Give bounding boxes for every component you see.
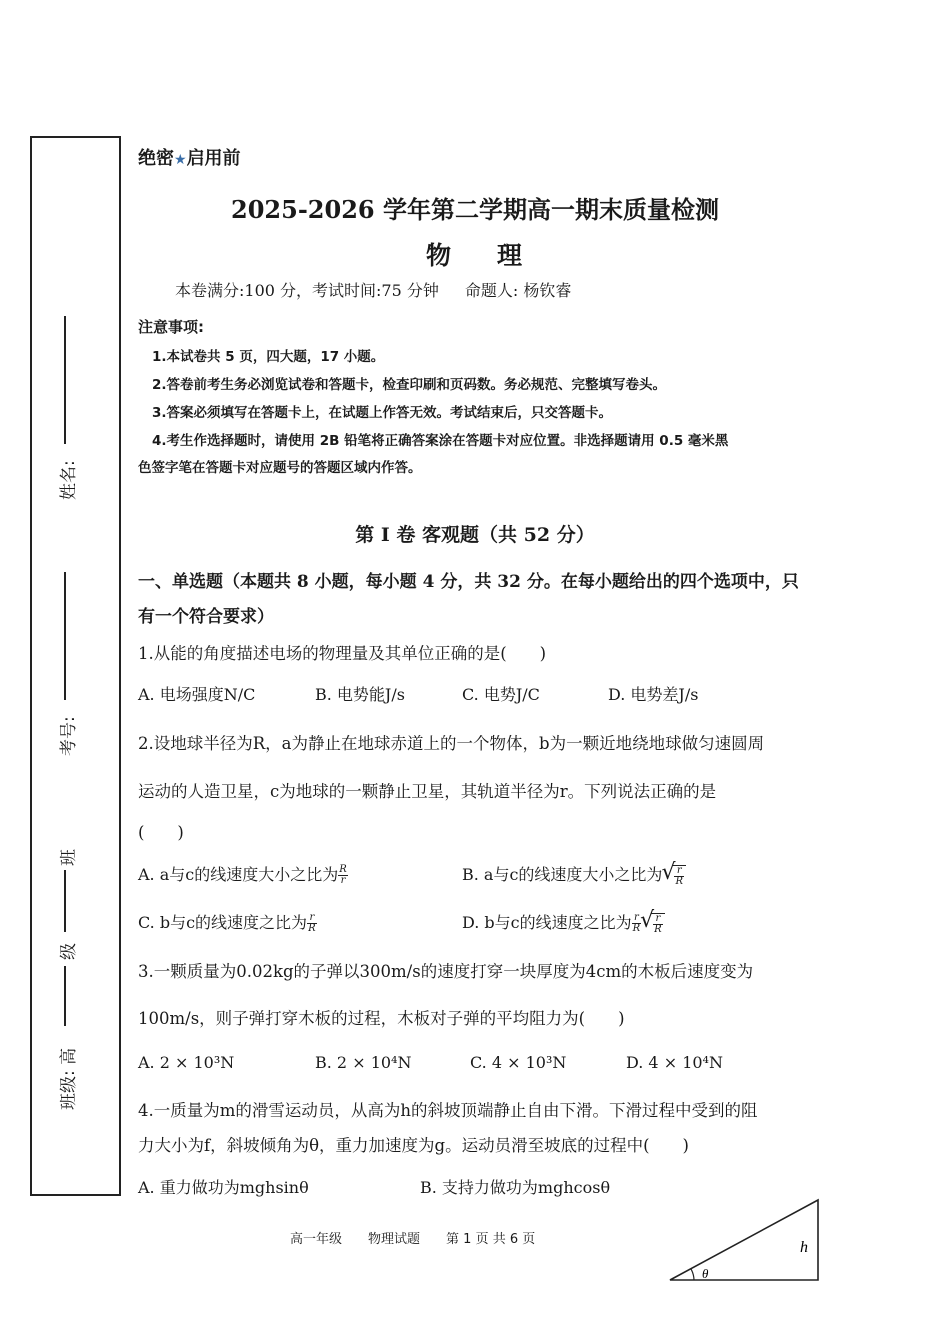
q3-option-d: D. 4 × 10⁴N (626, 1053, 723, 1072)
angle-arc (691, 1269, 694, 1280)
class-label-ban: 班 (59, 849, 79, 866)
note-item: 1.本试卷共 5 页，四大题，17 小题。 (152, 349, 385, 365)
note-item-continued: 色签字笔在答题卡对应题号的答题区域内作答。 (138, 460, 422, 476)
frac-num: r (307, 913, 317, 924)
q1-option-c: C. 电势J/C (462, 685, 540, 704)
question-2-line2: 运动的人造卫星，c为地球的一颗静止卫星，其轨道半径为r。下列说法正确的是 (138, 782, 717, 801)
footer-subject: 物理试题 (368, 1232, 421, 1247)
frac-num: √ r (653, 914, 663, 925)
sqrt-r-over-R (651, 913, 665, 935)
exam-title: 2025-2026 学年第二学期高一期末质量检测 (231, 195, 719, 224)
q4-option-a: A. 重力做功为mghsinθ (138, 1178, 309, 1197)
score-time: 本卷满分:100 分，考试时间:75 分钟 (175, 281, 439, 300)
fraction-R-over-r (338, 865, 348, 886)
sqrt-r-over-R (672, 865, 686, 887)
footer-grade: 高一年级 (290, 1232, 343, 1247)
name-label: 姓名: (59, 460, 79, 500)
section-heading-cont: 有一个符合要求） (138, 607, 274, 627)
footer-page: 第 1 页 共 6 页 (446, 1232, 536, 1247)
q2-option-b (462, 862, 686, 887)
class-label-ji: 级 (59, 943, 79, 960)
fraction-r-over-R (674, 866, 684, 887)
exam-no-blank-line (64, 572, 66, 700)
height-label: h (800, 1239, 808, 1256)
q2-option-d-text: D. b与c的线速度之比为 (462, 913, 632, 932)
star-icon: ★ (174, 152, 187, 168)
fraction-r-over-R (653, 914, 663, 935)
binding-strip (30, 136, 121, 1196)
q2-option-d (462, 910, 665, 935)
exam-info (175, 278, 571, 301)
q2-option-c (138, 910, 317, 934)
q3-option-a: A. 2 × 10³N (138, 1053, 235, 1072)
slope-figure (660, 1190, 830, 1290)
angle-label: θ (702, 1266, 709, 1281)
question-3-line2: 100m/s，则子弹打穿木板的过程，木板对子弹的平均阻力为( ) (138, 1009, 625, 1028)
q1-option-a: A. 电场强度N/C (138, 685, 256, 704)
question-1-stem: 1.从能的角度描述电场的物理量及其单位正确的是( ) (138, 644, 547, 663)
question-2-line3: ( ) (138, 823, 184, 842)
confidential-mark (138, 144, 241, 170)
subject-char-1: 物 (425, 241, 453, 270)
subject-title (0, 236, 950, 272)
question-4-line1: 4.一质量为m的滑雪运动员，从高为h的斜坡顶端静止自由下滑。下滑过程中受到的阻 (138, 1101, 758, 1120)
part-heading: 第 I 卷 客观题（共 52 分） (355, 524, 595, 546)
q2-option-b-text: B. a与c的线速度大小之比为 (462, 865, 663, 884)
fraction-r-over-R (307, 913, 317, 934)
note-item: 3.答案必须填写在答题卡上，在试题上作答无效。考试结束后，只交答题卡。 (152, 405, 613, 421)
q1-option-b: B. 电势能J/s (315, 685, 405, 704)
frac-num: r (632, 913, 642, 924)
note-item: 4.考生作选择题时，请使用 2B 铅笔将正确答案涂在答题卡对应位置。非选择题请用 0.5 毫米黑 (152, 433, 729, 449)
name-blank-line (64, 316, 66, 444)
frac-den: R (654, 923, 662, 935)
notes-heading: 注意事项: (138, 318, 204, 336)
question-3-line1: 3.一颗质量为0.02kg的子弹以300m/s的速度打穿一块厚度为4cm的木板后速度变为 (138, 962, 754, 981)
frac-den: r (340, 875, 346, 886)
frac-num: √ r (674, 866, 684, 877)
q4-option-b: B. 支持力做功为mghcosθ (420, 1178, 611, 1197)
page-footer (290, 1228, 535, 1247)
question-4-line2: 力大小为f，斜坡倾角为θ，重力加速度为g。运动员滑至坡底的过程中( ) (138, 1136, 689, 1155)
section-heading: 一、单选题（本题共 8 小题，每小题 4 分，共 32 分。在每小题给出的四个选项中，只 (138, 572, 799, 592)
q2-option-a-text: A. a与c的线速度大小之比为 (138, 865, 339, 884)
before-use-text: 启用前 (186, 148, 241, 169)
author: 命题人: 杨钦睿 (464, 281, 572, 300)
slope-triangle (670, 1200, 818, 1280)
q1-option-d: D. 电势差J/s (608, 685, 699, 704)
note-item: 2.答卷前考生务必浏览试卷和答题卡，检查印刷和页码数。务必规范、完整填写卷头。 (152, 377, 667, 393)
frac-den: R (675, 875, 683, 887)
class-blank-line-1 (64, 966, 66, 1026)
q3-option-c: C. 4 × 10³N (470, 1053, 567, 1072)
q2-option-c-text: C. b与c的线速度之比为 (138, 913, 308, 932)
q3-option-b: B. 2 × 10⁴N (315, 1053, 412, 1072)
question-2-line1: 2.设地球半径为R，a为静止在地球赤道上的一个物体，b为一颗近地绕地球做匀速圆周 (138, 734, 765, 753)
frac-den: R (308, 923, 316, 934)
q2-option-a (138, 862, 348, 886)
class-label-gao: 班级: 高 (59, 1047, 79, 1110)
subject-char-2: 理 (497, 241, 525, 270)
frac-den: R (632, 923, 641, 934)
frac-num: R (339, 864, 347, 875)
exam-no-label: 考号: (59, 716, 79, 756)
confidential-text: 绝密 (138, 148, 174, 169)
class-blank-line-2 (64, 870, 66, 932)
